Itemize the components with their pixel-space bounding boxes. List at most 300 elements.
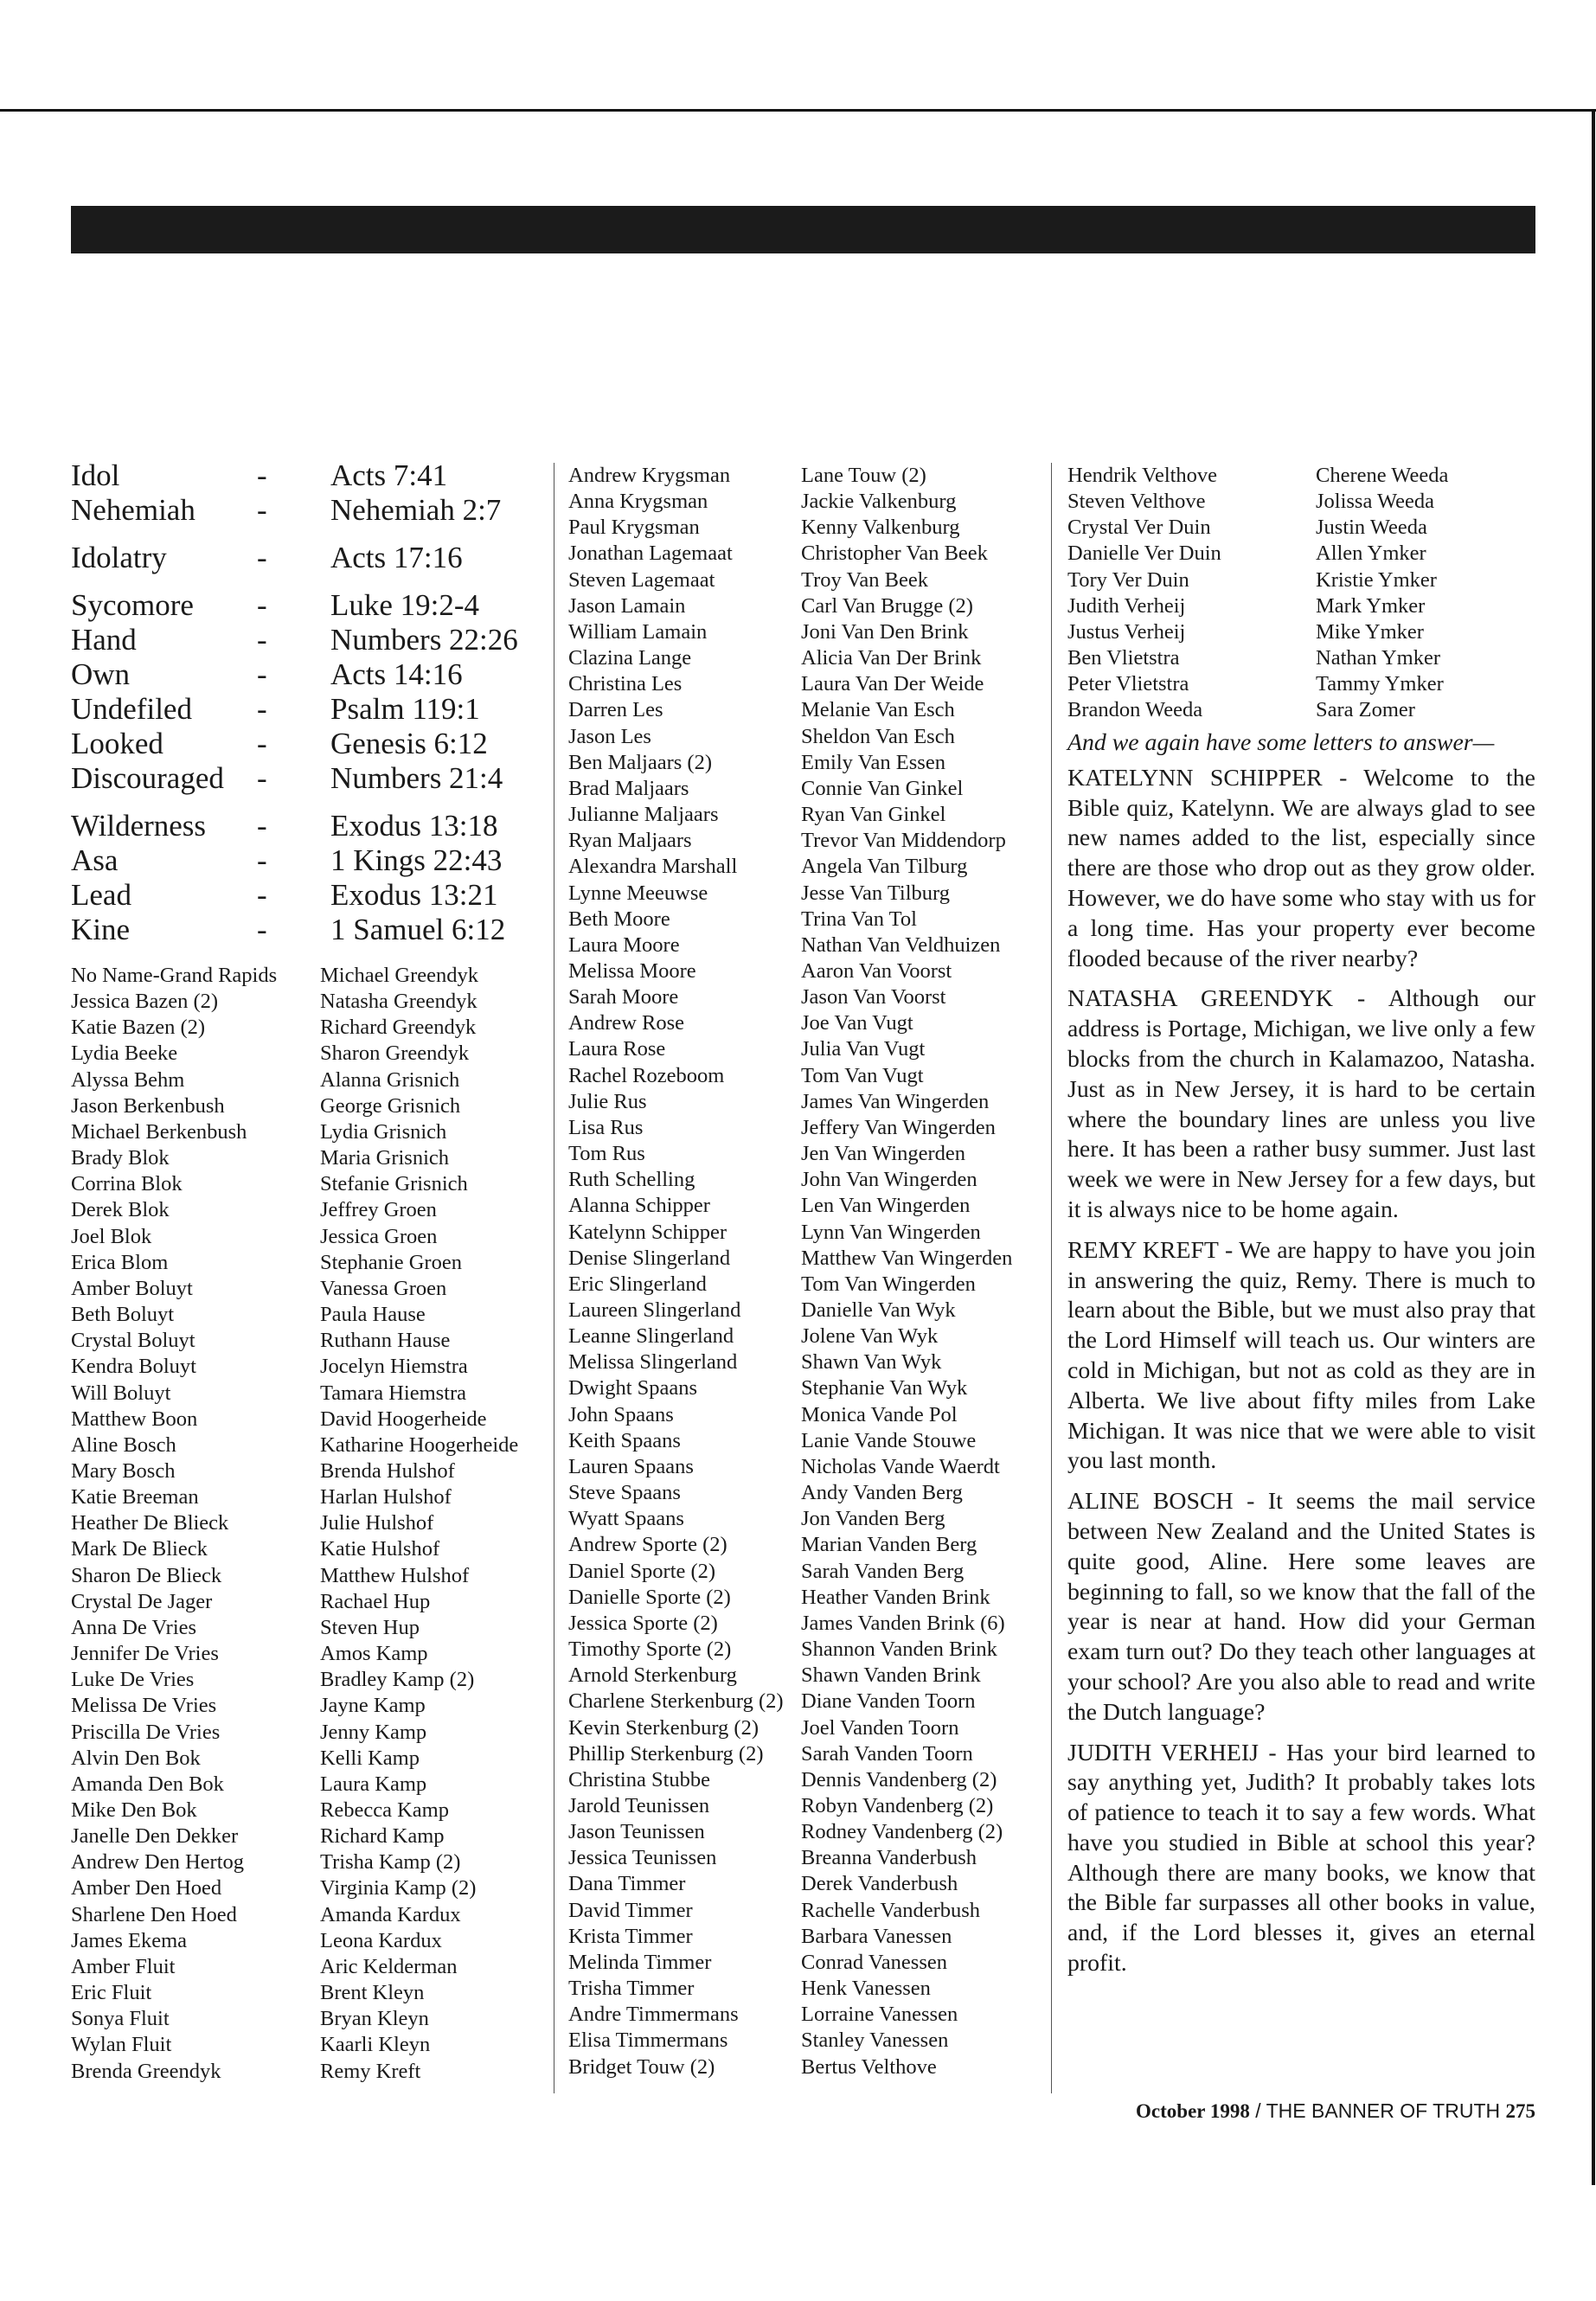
participant-name: Corrina Blok [71,1172,183,1196]
participant-name: Timothy Sporte (2) [568,1638,732,1662]
participant-name: Sharon Greendyk [320,1042,470,1066]
participant-name: Tom Van Wingerden [801,1272,976,1296]
answer-row [71,727,555,761]
answer-dash: - [257,657,267,691]
participant-name: Allen Ymker [1316,542,1426,566]
names-column-6 [1316,463,1448,724]
participant-name: Jennifer De Vries [71,1642,219,1666]
participant-name: Leona Kardux [320,1928,442,1952]
participant-name: George Grisnich [320,1093,461,1118]
participant-name: Kaarli Kleyn [320,2033,431,2057]
participant-name: Richard Greendyk [320,1016,477,1040]
participant-name: Andre Timmermans [568,2003,739,2027]
participant-name: Kenny Valkenburg [801,516,960,540]
answer-word: Wilderness [71,809,207,843]
letter-paragraph: JUDITH VERHEIJ - Has your bird learned to say anything yet, Judith? It probably takes lots of patience to teach it to say a few words. What have you studied in Bible at school this year? Although there are many books, we know that the Bible far surpasses all other books in value, and, if the Lord blesses it, gives an eternal profit. [1067,1739,1535,1977]
participant-name: Breanna Vanderbush [801,1846,977,1870]
participant-name: Jessica Bazen (2) [71,990,219,1014]
participant-name: Sheldon Van Esch [801,724,955,748]
participant-name: Anna Krygsman [568,490,708,514]
participant-name: Joel Blok [71,1224,152,1248]
participant-name: Crystal Boluyt [71,1329,195,1353]
answer-word: Asa [71,843,119,877]
participant-name: Aline Bosch [71,1433,176,1457]
participant-name: Lanie Vande Stouwe [801,1428,977,1452]
participant-name: John Spaans [568,1402,674,1426]
participant-name: Mike Den Bok [71,1798,197,1822]
participant-name: Virginia Kamp (2) [320,1876,477,1900]
participant-name: Katie Bazen (2) [71,1016,206,1040]
participant-name: Lane Touw (2) [801,464,926,487]
participant-name: Barbara Vanessen [801,1924,952,1948]
answer-row [71,541,555,575]
names-column-3 [568,463,784,2080]
answer-word: Own [71,657,131,691]
column-divider [1051,463,1052,2093]
answer-dash: - [257,458,267,492]
participant-name: Janelle Den Dekker [71,1824,239,1849]
participant-name: Danielle Sporte (2) [568,1585,731,1609]
participant-name: Cherene Weeda [1316,464,1449,487]
participant-name: Jason Lamain [568,593,686,618]
participant-name: Laura Rose [568,1037,666,1061]
participant-name: Tom Rus [568,1142,645,1166]
participant-name: Andrew Krygsman [568,464,731,487]
answer-dash: - [257,878,267,912]
participant-name: Matthew Van Wingerden [801,1246,1013,1270]
footer-publication: THE BANNER OF TRUTH [1266,2099,1501,2122]
answer-dash: - [257,809,267,843]
participant-name: Laura Van Der Weide [801,672,984,696]
participant-name: James Ekema [71,1928,188,1952]
answer-reference: Numbers 22:26 [330,623,518,657]
participant-name: Lisa Rus [568,1115,644,1139]
answer-dash: - [257,843,267,877]
participant-name: Sharon De Blieck [71,1563,222,1587]
answer-dash: - [257,493,267,527]
participant-name: Len Van Wingerden [801,1194,971,1218]
participant-name: Matthew Hulshof [320,1563,470,1587]
participant-name: Daniel Sporte (2) [568,1559,716,1583]
participant-name: Sonya Fluit [71,2007,170,2031]
participant-name: Wylan Fluit [71,2033,172,2057]
participant-name: Darren Les [568,698,663,722]
participant-name: No Name-Grand Rapids [71,964,278,987]
participant-name: Carl Van Brugge (2) [801,593,973,618]
participant-name: Alanna Grisnich [320,1067,460,1092]
participant-name: Shawn Van Wyk [801,1350,942,1375]
participant-name: Rachel Rozeboom [568,1063,725,1087]
participant-name: Laura Moore [568,933,680,957]
participant-name: Sharlene Den Hoed [71,1902,237,1926]
participant-name: Jon Vanden Berg [801,1507,945,1531]
participant-name: Priscilla De Vries [71,1720,221,1744]
participant-name: Phillip Sterkenburg (2) [568,1741,764,1766]
names-column-5 [1067,463,1221,724]
participant-name: Julianne Maljaars [568,803,719,827]
participant-name: Jolene Van Wyk [801,1324,939,1349]
participant-name: Christopher Van Beek [801,542,988,566]
participant-name: Paul Krygsman [568,516,700,540]
participant-name: Stephanie Van Wyk [801,1376,968,1400]
footer-separator: / [1249,2099,1266,2122]
participant-name: Steve Spaans [568,1481,681,1505]
participant-name: Jen Van Wingerden [801,1142,965,1166]
participant-name: Lynn Van Wingerden [801,1220,981,1244]
participant-name: Laura Kamp [320,1772,427,1796]
participant-name: Emily Van Essen [801,750,945,774]
participant-name: Steven Lagemaat [568,567,715,592]
answer-row [71,843,555,878]
participant-name: Sarah Vanden Berg [801,1559,965,1583]
answer-row [71,878,555,913]
participant-name: Julia Van Vugt [801,1037,926,1061]
participant-name: Bryan Kleyn [320,2007,429,2031]
participant-name: Monica Vande Pol [801,1402,958,1426]
participant-name: Alvin Den Bok [71,1746,201,1770]
participant-name: Katharine Hoogerheide [320,1433,519,1457]
participant-name: Brenda Greendyk [71,2059,221,2083]
participant-name: Nicholas Vande Waerdt [801,1454,1000,1478]
participant-name: Troy Van Beek [801,567,929,592]
participant-name: Ben Vlietstra [1067,646,1180,670]
participant-name: Melinda Timmer [568,1950,712,1974]
participant-name: Judith Verheij [1067,593,1186,618]
letter-paragraph: REMY KREFT - We are happy to have you join in answering the quiz, Remy. There is much to learn about the Bible, but we must also pray that the Lord Himself will teach us. Our winters are cold in Michigan, but not as cold as they are in Alberta. We live about fifty miles from Lake Michigan. It was nice that we were able to visit you last month. [1067,1236,1535,1475]
answer-word: Lead [71,878,131,912]
participant-name: Sarah Moore [568,985,679,1009]
participant-name: Beth Moore [568,907,670,931]
participant-name: Jeffrey Groen [320,1198,437,1222]
answer-row [71,809,555,843]
participant-name: Jocelyn Hiemstra [320,1355,468,1379]
participant-name: Peter Vlietstra [1067,672,1189,696]
participant-name: Melissa Moore [568,958,696,983]
participant-name: Andrew Den Hertog [71,1850,245,1875]
participant-name: Tammy Ymker [1316,672,1444,696]
participant-name: Luke De Vries [71,1668,195,1692]
participant-name: Harlan Hulshof [320,1485,452,1509]
participant-name: Rebecca Kamp [320,1798,449,1822]
answer-word: Kine [71,913,131,946]
participant-name: Sarah Vanden Toorn [801,1741,973,1766]
participant-name: Alexandra Marshall [568,855,738,879]
participant-name: Trisha Timmer [568,1977,695,2001]
page-edge-rule [1592,109,1595,2185]
participant-name: Andy Vanden Berg [801,1481,963,1505]
participant-name: Ruthann Hause [320,1329,451,1353]
participant-name: Christina Stubbe [568,1767,711,1791]
participant-name: Heather De Blieck [71,1511,229,1535]
participant-name: Mark Ymker [1316,593,1426,618]
participant-name: Laureen Slingerland [568,1298,741,1322]
participant-name: Mark De Blieck [71,1537,208,1561]
participant-name: Derek Vanderbush [801,1872,958,1896]
participant-name: Joel Vanden Toorn [801,1715,959,1740]
participant-name: Rodney Vandenberg (2) [801,1820,1003,1844]
participant-name: Lydia Beeke [71,1042,178,1066]
participant-name: Shawn Vanden Brink [801,1663,981,1688]
participant-name: Amber Fluit [71,1954,176,1978]
participant-name: Stefanie Grisnich [320,1172,468,1196]
participant-name: Aric Kelderman [320,1954,458,1978]
participant-name: Keith Spaans [568,1428,681,1452]
participant-name: Ryan Van Ginkel [801,803,946,827]
participant-name: Jayne Kamp [320,1694,426,1718]
answer-word: Undefiled [71,692,192,726]
participant-name: Ben Maljaars (2) [568,750,712,774]
participant-name: Remy Kreft [320,2059,421,2083]
participant-name: Jarold Teunissen [568,1793,710,1817]
participant-name: Jason Van Voorst [801,985,946,1009]
participant-name: Lydia Grisnich [320,1119,447,1144]
participant-name: Danielle Ver Duin [1067,542,1221,566]
participant-name: Stephanie Groen [320,1250,462,1274]
participant-name: Rachelle Vanderbush [801,1898,981,1922]
participant-name: Kelli Kamp [320,1746,420,1770]
participant-name: Anna De Vries [71,1615,197,1639]
participant-name: Alyssa Behm [71,1067,185,1092]
participant-name: Melissa De Vries [71,1694,217,1718]
answer-row [71,913,555,947]
answer-word: Idolatry [71,541,167,574]
participant-name: Melanie Van Esch [801,698,955,722]
participant-name: Maria Grisnich [320,1146,449,1170]
participant-name: Paula Hause [320,1303,426,1327]
answer-reference: 1 Kings 22:43 [330,843,503,877]
participant-name: Elisa Timmermans [568,2029,728,2053]
answer-dash: - [257,761,267,795]
answer-row [71,761,555,796]
participant-name: Jessica Sporte (2) [568,1611,718,1635]
participant-name: Henk Vanessen [801,1977,931,2001]
participant-name: Mike Ymker [1316,619,1424,644]
participant-name: Aaron Van Voorst [801,958,952,983]
participant-name: Julie Rus [568,1089,647,1113]
participant-name: Lorraine Vanessen [801,2003,958,2027]
participant-name: Dana Timmer [568,1872,686,1896]
participant-name: Brandon Weeda [1067,698,1203,722]
participant-name: Stanley Vanessen [801,2029,949,2053]
participant-name: Andrew Sporte (2) [568,1533,727,1557]
participant-name: Mary Bosch [71,1458,176,1483]
participant-name: Julie Hulshof [320,1511,434,1535]
participant-name: Michael Berkenbush [71,1119,247,1144]
answer-reference: 1 Samuel 6:12 [330,913,506,946]
participant-name: Krista Timmer [568,1924,693,1948]
participant-name: Nathan Van Veldhuizen [801,933,1001,957]
participant-name: Amber Den Hoed [71,1876,222,1900]
answer-reference: Exodus 13:21 [330,878,498,912]
participant-name: Heather Vanden Brink [801,1585,990,1609]
quiz-answer-table [71,458,555,947]
page-footer [1073,2099,1535,2123]
answer-reference: Exodus 13:18 [330,809,498,843]
letter-paragraph: KATELYNN SCHIPPER - Welcome to the Bible quiz, Katelynn. We are always glad to see new names added to the list, especially since there are those who drop out as they grow older. However, we do have some who stay with us for a long time. Has your property ever become flooded because of the river nearby? [1067,764,1535,972]
answer-word: Hand [71,623,137,657]
participant-name: Kristie Ymker [1316,567,1437,592]
footer-date: October 1998 [1136,2100,1250,2122]
answer-word: Discouraged [71,761,224,795]
participant-name: Shannon Vanden Brink [801,1638,997,1662]
participant-name: Danielle Van Wyk [801,1298,956,1322]
answer-reference: Acts 17:16 [330,541,463,574]
participant-name: Ryan Maljaars [568,829,692,853]
participant-name: Crystal De Jager [71,1589,213,1613]
participant-name: John Van Wingerden [801,1168,977,1192]
letters-intro: And we again have some letters to answer— [1067,729,1495,756]
participant-name: James Van Wingerden [801,1089,990,1113]
participant-name: Matthew Boon [71,1407,198,1431]
participant-name: Richard Kamp [320,1824,445,1849]
participant-name: Amos Kamp [320,1642,428,1666]
participant-name: Denise Slingerland [568,1246,731,1270]
header-banner-bar [71,206,1535,253]
answer-reference: Psalm 119:1 [330,692,480,726]
answer-word: Sycomore [71,588,194,622]
answer-row [71,588,555,623]
participant-name: James Vanden Brink (6) [801,1611,1005,1635]
participant-name: Angela Van Tilburg [801,855,968,879]
participant-name: Katelynn Schipper [568,1220,727,1244]
participant-name: Melissa Slingerland [568,1350,738,1375]
participant-name: Rachael Hup [320,1589,431,1613]
participant-name: Katie Hulshof [320,1537,440,1561]
participant-name: Justin Weeda [1316,516,1427,540]
participant-name: David Timmer [568,1898,693,1922]
answer-reference: Nehemiah 2:7 [330,493,502,527]
participant-name: Joe Van Vugt [801,1011,913,1035]
participant-name: Diane Vanden Toorn [801,1689,976,1714]
participant-name: Lynne Meeuwse [568,881,708,905]
answer-dash: - [257,541,267,574]
participant-name: Eric Fluit [71,1981,152,2005]
participant-name: Beth Boluyt [71,1303,175,1327]
participant-name: Dwight Spaans [568,1376,698,1400]
participant-name: Marian Vanden Berg [801,1533,977,1557]
participant-name: Ruth Schelling [568,1168,695,1192]
participant-name: Amanda Kardux [320,1902,461,1926]
participant-name: Natasha Greendyk [320,990,478,1014]
participant-name: David Hoogerheide [320,1407,487,1431]
participant-name: Katie Breeman [71,1485,199,1509]
participant-name: Sara Zomer [1316,698,1415,722]
participant-name: Jessica Groen [320,1224,438,1248]
participant-name: Bertus Velthove [801,2054,937,2079]
answer-dash: - [257,692,267,726]
participant-name: Kevin Sterkenburg (2) [568,1715,759,1740]
participant-name: Trina Van Tol [801,907,917,931]
participant-name: Lauren Spaans [568,1454,694,1478]
participant-name: Michael Greendyk [320,964,478,987]
participant-name: Jason Teunissen [568,1820,705,1844]
top-rule [0,109,1596,112]
participant-name: Brent Kleyn [320,1981,425,2005]
participant-name: Crystal Ver Duin [1067,516,1211,540]
participant-name: Arnold Sterkenburg [568,1663,737,1688]
participant-name: Conrad Vanessen [801,1950,947,1974]
participant-name: Trevor Van Middendorp [801,829,1006,853]
letters-section [1067,728,1535,1990]
participant-name: William Lamain [568,619,708,644]
participant-name: Tom Van Vugt [801,1063,924,1087]
participant-name: Andrew Rose [568,1011,685,1035]
participant-name: Tory Ver Duin [1067,567,1189,592]
answer-dash: - [257,913,267,946]
participant-name: Jason Berkenbush [71,1093,225,1118]
participant-name: Erica Blom [71,1250,169,1274]
participant-name: Brad Maljaars [568,776,689,800]
participant-name: Derek Blok [71,1198,170,1222]
participant-name: Amber Boluyt [71,1276,193,1300]
participant-name: Connie Van Ginkel [801,776,964,800]
participant-name: Bradley Kamp (2) [320,1668,475,1692]
answer-row [71,493,555,528]
names-column-2 [320,963,518,2085]
answer-row [71,458,555,493]
participant-name: Jason Les [568,724,651,748]
participant-name: Jenny Kamp [320,1720,427,1744]
participant-name: Jessica Teunissen [568,1846,717,1870]
answer-dash: - [257,623,267,657]
participant-name: Jonathan Lagemaat [568,542,733,566]
participant-name: Jesse Van Tilburg [801,881,951,905]
participant-name: Jeffery Van Wingerden [801,1115,996,1139]
participant-name: Alicia Van Der Brink [801,646,982,670]
participant-name: Justus Verheij [1067,619,1186,644]
answer-dash: - [257,727,267,760]
participant-name: Nathan Ymker [1316,646,1440,670]
answer-dash: - [257,588,267,622]
participant-name: Charlene Sterkenburg (2) [568,1689,784,1714]
participant-name: Trisha Kamp (2) [320,1850,461,1875]
names-column-4 [801,463,1012,2080]
participant-name: Joni Van Den Brink [801,619,969,644]
participant-name: Clazina Lange [568,646,692,670]
participant-name: Steven Hup [320,1615,420,1639]
participant-name: Robyn Vandenberg (2) [801,1793,994,1817]
participant-name: Kendra Boluyt [71,1355,196,1379]
participant-name: Vanessa Groen [320,1276,447,1300]
participant-name: Brady Blok [71,1146,170,1170]
answer-word: Looked [71,727,163,760]
page-number: 275 [1505,2100,1535,2122]
participant-name: Christina Les [568,672,683,696]
letter-paragraph: NATASHA GREENDYK - Although our address is Portage, Michigan, we live only a few blocks from the church in Kalamazoo, Natasha. Just as in New Jersey, it is hard to be certain where the boundary lines are unless you live here. It has been a rather busy summer. Just last week we were in New Jersey for a few days, but it is always nice to be home again. [1067,985,1535,1223]
answer-reference: Genesis 6:12 [330,727,488,760]
participant-name: Brenda Hulshof [320,1458,455,1483]
participant-name: Leanne Slingerland [568,1324,734,1349]
answer-row [71,623,555,657]
answer-word: Nehemiah [71,493,195,527]
answer-word: Idol [71,458,120,492]
answer-reference: Acts 14:16 [330,657,463,691]
participant-name: Wyatt Spaans [568,1507,684,1531]
participant-name: Jolissa Weeda [1316,490,1435,514]
participant-name: Hendrik Velthove [1067,464,1218,487]
participant-name: Steven Velthove [1067,490,1206,514]
participant-name: Tamara Hiemstra [320,1381,467,1405]
participant-name: Amanda Den Bok [71,1772,224,1796]
participant-name: Alanna Schipper [568,1194,710,1218]
answer-reference: Numbers 21:4 [330,761,503,795]
answer-reference: Acts 7:41 [330,458,448,492]
answer-row [71,657,555,692]
letter-paragraph: ALINE BOSCH - It seems the mail service between New Zealand and the United States is quite good, Aline. Here some leaves are beginning to fall, so we know that the fall of the year is near at hand. How did your German exam turn out? Do they teach other languages at your school? Are you also able to read and write the Dutch language? [1067,1488,1535,1726]
participant-name: Dennis Vandenberg (2) [801,1767,997,1791]
names-column-1 [71,963,277,2085]
participant-name: Jackie Valkenburg [801,490,957,514]
